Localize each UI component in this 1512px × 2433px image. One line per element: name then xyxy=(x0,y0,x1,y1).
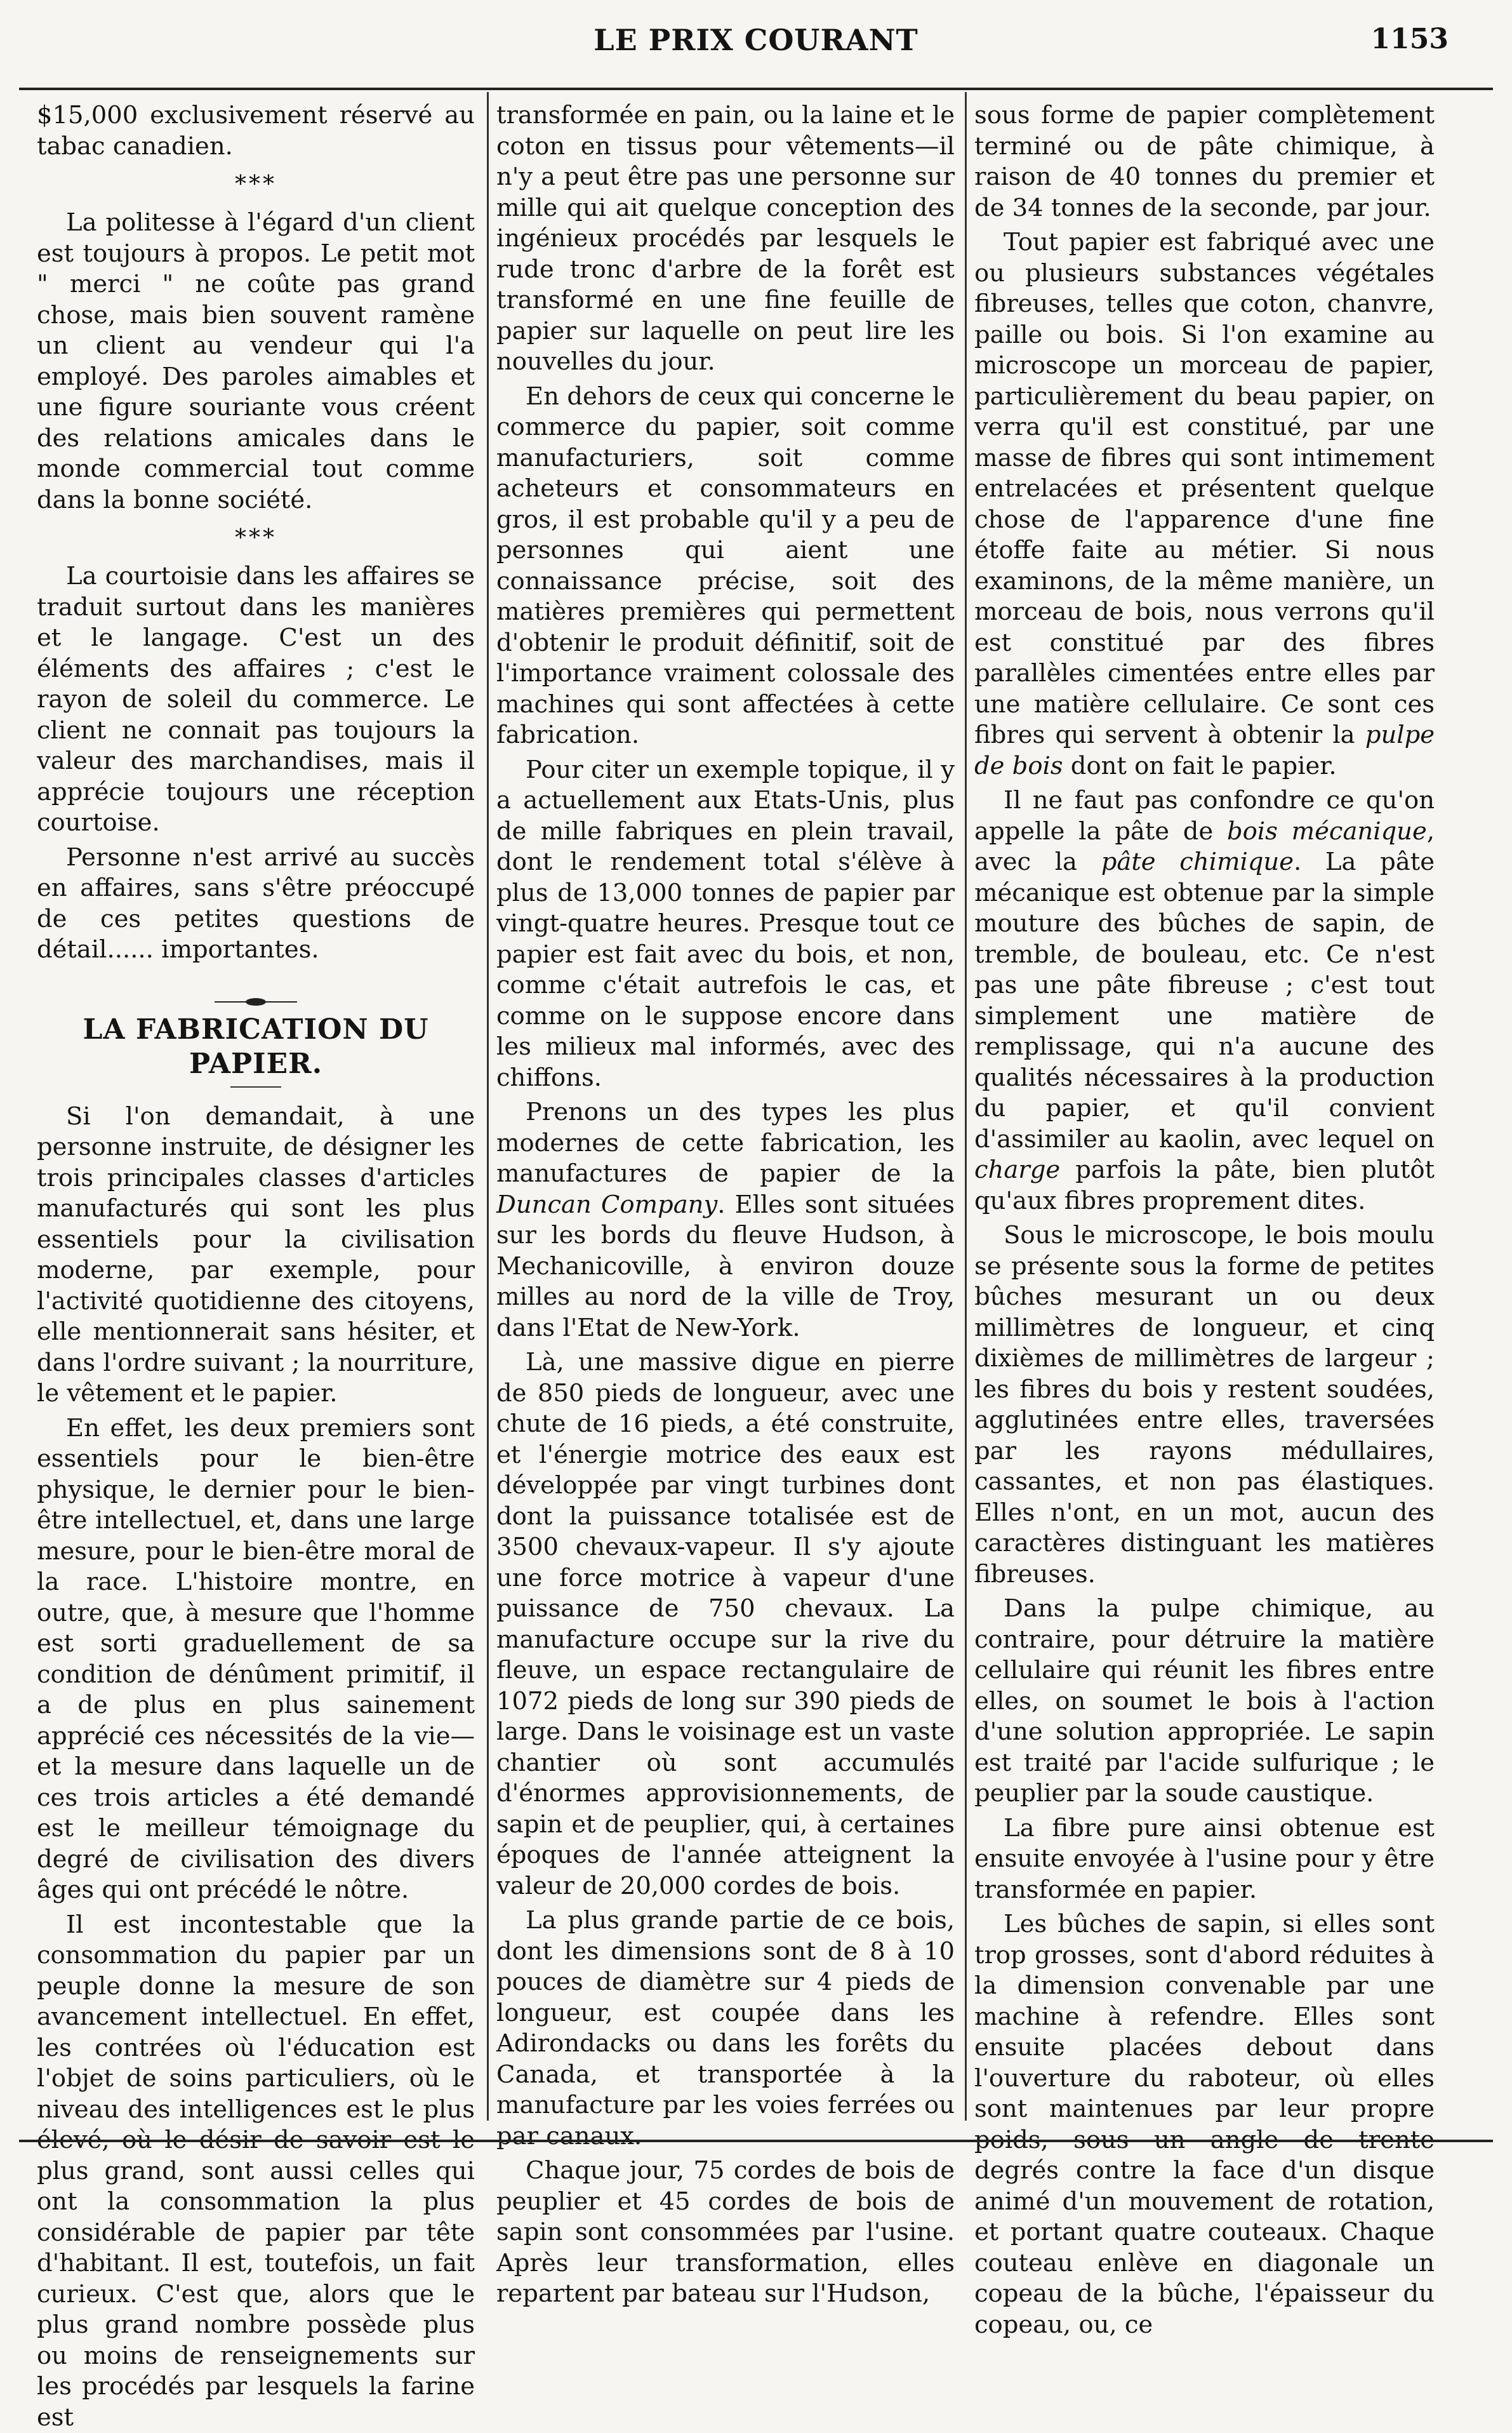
paragraph: La fibre pure ainsi obtenue est ensuite envoyée à l'usine pour y être transformée en papier. xyxy=(974,1813,1435,1906)
paragraph: $15,000 exclusivement réservé au tabac canadien. xyxy=(37,100,475,162)
text-run: Prenons un des types les plus modernes de cette fabrication, les manufactures de papier de la xyxy=(496,1098,955,1188)
paragraph: La plus grande partie de ce bois, dont les dimensions sont de 8 à 10 pouces de diamètre sur 4 pieds de longueur, est coupée dans les Adirondacks ou dans les forêts du Canada, et transportée à la manufacture par les voies ferrées ou par canaux. xyxy=(496,1905,955,2152)
italic-term: pâte chimique xyxy=(1101,848,1294,876)
italic-term: pulpe de bois xyxy=(974,721,1435,780)
text-run: , avec la xyxy=(974,817,1435,877)
page-header xyxy=(0,23,1512,67)
paragraph xyxy=(974,785,1435,1216)
paragraph: Là, une massive digue en pierre de 850 pieds de longueur, avec une chute de 16 pieds, a été construite, et l'énergie motrice des eaux est développée par vingt turbines dont dont la puissance totalisée est de 3500 chevaux-vapeur. Il s'y ajoute une force motrice à vapeur d'une puissance de 750 chevaux. La manufacture occupe sur la rive du fleuve, un espace rectangulaire de 1072 pieds de long sur 390 pieds de large. Dans le voisinage est un vaste chantier où sont accumulés d'énormes approvisionnements, de sapin et de peuplier, qui, à certaines époques de l'année atteignent la valeur de 20,000 cordes de bois. xyxy=(496,1347,955,1902)
text-run: Tout papier est fabriqué avec une ou plusieurs substances végétales fibreuses, telles que coton, chanvre, paille ou bois. Si l'on examine au microscope un morceau de papier, particulièrement du beau papier, on verra qu'il est constitué, par une masse de fibres qui sont intimement entrelacées et présentent quelque chose de l'apparence d'une fine étoffe faite au métier. Si nous examinons, de la même manière, un morceau de bois, nous verrons qu'il est constitué par des fibres parallèles cimentées entre elles par une matière cellulaire. Ce sont ces fibres qui servent à obtenir la xyxy=(974,228,1435,749)
paragraph: Chaque jour, 75 cordes de bois de peuplier et 45 cordes de bois de sapin sont consommées par l'usine. Après leur transformation, elles repartent par bateau sur l'Hudson, xyxy=(496,2156,955,2310)
paragraph: Les bûches de sapin, si elles sont trop grosses, sont d'abord réduites à la dimension convenable par une machine à refendre. Elles sont ensuite placées debout dans l'ouverture du raboteur, où elles sont maintenues par leur propre poids, sous un angle de trente degrés contre la face d'un disque animé d'un mouvement de rotation, et portant quatre couteaux. Chaque couteau enlève en diagonale un copeau de la bûche, l'épaisseur du copeau, ou, ce xyxy=(974,1909,1435,2340)
paragraph: En effet, les deux premiers sont essentiels pour le bien-être physique, le dernier pour le bien-être intellectuel, et, dans une large mesure, pour le bien-être moral de la race. L'histoire montre, en outre, que, à mesure que l'homme est sorti graduellement de sa condition de dénûment primitif, il a de plus en plus sainement apprécié ces nécessités de la vie—et la mesure dans laquelle un de ces trois articles a été demandé est le meilleur témoignage du degré de civilisation des divers âges qui ont précédé le nôtre. xyxy=(37,1413,475,1906)
article-title: LA FABRICATION DU PAPIER. xyxy=(37,1013,475,1081)
text-run: dont on fait le papier. xyxy=(1063,752,1337,780)
paragraph: Pour citer un exemple topique, il y a actuellement aux Etats-Unis, plus de mille fabriques en plein travail, dont le rendement total s'élève à plus de 13,000 tonnes de papier par vingt-quatre heures. Presque tout ce papier est fait avec du bois, et non, comme c'était autrefois le cas, et comme on le suppose encore dans les milieux mal informés, avec des chiffons. xyxy=(496,755,955,1094)
section-stars: *** xyxy=(37,524,475,552)
paragraph: Si l'on demandait, à une personne instruite, de désigner les trois principales classes d'articles manufacturés qui sont les plus essentiels pour la civilisation moderne, par exemple, pour l'activité quotidienne des citoyens, elle mentionnerait sans hésiter, et dans l'ordre suivant ; la nourriture, le vêtement et le papier. xyxy=(37,1102,475,1410)
text-run: Il ne faut pas confondre ce qu'on appelle la pâte de xyxy=(974,786,1435,846)
paragraph: La politesse à l'égard d'un client est toujours à propos. Le petit mot " merci " ne coûte pas grand chose, mais bien souvent ramène un client au vendeur qui l'a employé. Des paroles aimables et une figure souriante vous créent des relations amicales dans le monde commercial tout comme dans la bonne société. xyxy=(37,208,475,516)
column-3 xyxy=(974,100,1435,2126)
paragraph: Personne n'est arrivé au succès en affaires, sans s'être préoccupé de ces petites questions de détail...... importantes. xyxy=(37,843,475,966)
italic-term: bois mécanique xyxy=(1227,817,1427,846)
paragraph: La courtoisie dans les affaires se traduit surtout dans les manières et le langage. C'est un des éléments des affaires ; c'est le rayon de soleil du commerce. Le client ne connait pas toujours la valeur des marchandises, mais il apprécie toujours une réception courtoise. xyxy=(37,561,475,839)
text-run: . La pâte mécanique est obtenue par la simple mouture des bûches de sapin, de tremble, de bouleau, etc. Ce n'est pas une pâte fibreuse ; c'est tout simplement une matière de remplissage, qui n'a aucune des qualités nécessaires à la production du papier, et qu'il convient d'assimiler au kaolin, avec lequel on xyxy=(974,848,1435,1154)
italic-term: charge xyxy=(974,1156,1060,1184)
column-2 xyxy=(496,100,955,2126)
title-rule xyxy=(230,1086,281,1088)
footer-rule xyxy=(19,2140,1493,2142)
column-separator-2 xyxy=(965,92,967,2121)
column-separator-1 xyxy=(487,92,489,2121)
paragraph xyxy=(974,227,1435,782)
separator-ornament xyxy=(215,997,297,1006)
paragraph: sous forme de papier complètement terminé ou de pâte chimique, à raison de 40 tonnes du premier et de 34 tonnes de la seconde, par jour. xyxy=(974,100,1435,223)
paragraph xyxy=(496,1097,955,1343)
paragraph: En dehors de ceux qui concerne le commerce du papier, soit comme manufacturiers, soit comme acheteurs et consommateurs en gros, il est probable qu'il y a peu de personnes qui aient une connaissance précise, soit des matières premières qui permettent d'obtenir le produit définitif, soit de l'importance vraiment colossale des machines qui sont affectées à cette fabrication. xyxy=(496,382,955,751)
paragraph: Dans la pulpe chimique, au contraire, pour détruire la matière cellulaire qui réunit les fibres entre elles, on soumet le bois à l'action d'une solution appropriée. Le sapin est traité par l'acide sulfurique ; le peuplier par la soude caustique. xyxy=(974,1594,1435,1810)
company-name: Duncan Company xyxy=(496,1190,717,1219)
column-1 xyxy=(37,100,475,2126)
paragraph: Il est incontestable que la consommation du papier par un peuple donne la mesure de son avancement intellectuel. En effet, les contrées où l'éducation est l'objet de soins particuliers, où le niveau des intelligences est le plus élevé, où le désir de savoir est le plus grand, sont aussi celles qui ont la consommation la plus considérable de papier par tête d'habitant. Il est, toutefois, un fait curieux. C'est que, alors que le plus grand nombre possède plus ou moins de renseignements sur les procédés par lesquels la farine est xyxy=(37,1910,475,2433)
text-run: parfois la pâte, bien plutôt qu'aux fibres proprement dites. xyxy=(974,1156,1435,1215)
publication-title: LE PRIX COURANT xyxy=(0,23,1512,57)
page-number: 1153 xyxy=(1371,23,1449,55)
paragraph: Sous le microscope, le bois moulu se présente sous la forme de petites bûches mesurant un ou deux millimètres de longueur, et cinq dixièmes de millimètres de largeur ; les fibres du bois y restent soudées, agglutinées entre elles, traversées par les rayons médullaires, cassantes, et non pas élastiques. Elles n'ont, en un mot, aucun des caractères distinguant les matières fibreuses. xyxy=(974,1220,1435,1590)
header-rule xyxy=(19,88,1493,90)
text-run: . Elles sont situées sur les bords du fleuve Hudson, à Mechanicoville, à environ douze milles au nord de la ville de Troy, dans l'Etat de New-York. xyxy=(496,1190,955,1342)
paragraph: transformée en pain, ou la laine et le coton en tissus pour vêtements—il n'y a peut être pas une personne sur mille qui ait quelque conception des ingénieux procédés par lesquels le rude tronc d'arbre de la forêt est transformé en une fine feuille de papier sur laquelle on peut lire les nouvelles du jour. xyxy=(496,100,955,378)
section-stars: *** xyxy=(37,171,475,199)
